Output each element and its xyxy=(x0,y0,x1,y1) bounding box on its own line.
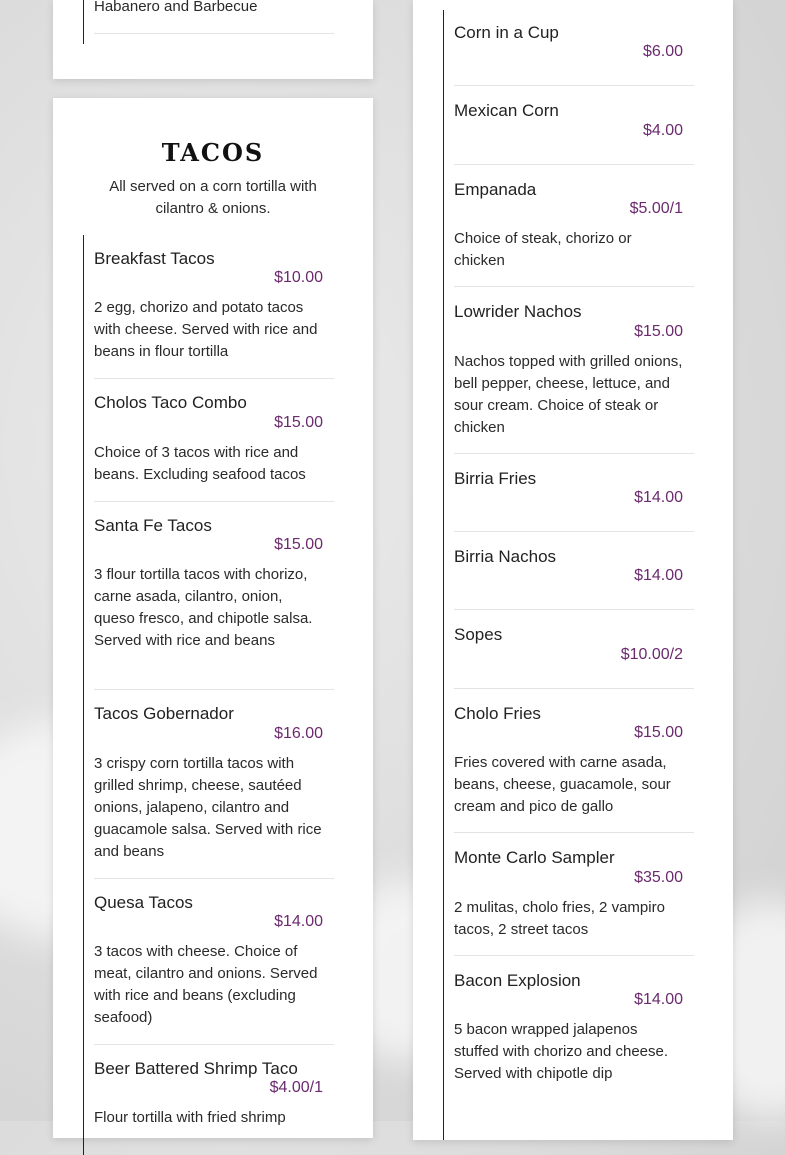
menu-card-appetizers xyxy=(413,0,733,1140)
item-price: $14.00 xyxy=(634,489,683,506)
item-price: $15.00 xyxy=(634,724,683,741)
item-name: Santa Fe Tacos xyxy=(94,516,212,535)
item-name: Birria Fries xyxy=(454,469,537,488)
item-name: Empanada xyxy=(454,180,537,199)
item-description: Nachos topped with grilled onions, bell pepper, cheese, lettuce, and sour cream. Choice of steak or chicken xyxy=(454,353,683,436)
item-price: $10.00/2 xyxy=(620,646,683,663)
item-separator xyxy=(454,832,694,833)
menu-card-previous-section xyxy=(53,0,373,79)
item-separator xyxy=(454,286,694,287)
item-description: 2 mulitas, cholo fries, 2 vampiro tacos, 2 street tacos xyxy=(454,899,665,938)
item-price: $4.00/1 xyxy=(269,1079,323,1096)
item-separator xyxy=(94,1044,334,1045)
section-title: TACOS xyxy=(161,138,265,167)
item-separator xyxy=(94,501,334,502)
item-description: 5 bacon wrapped jalapenos stuffed with chorizo and cheese. Served with chipotle dip xyxy=(454,1021,669,1082)
item-price: $15.00 xyxy=(274,414,323,431)
item-price: $35.00 xyxy=(634,869,683,886)
item-price: $5.00/1 xyxy=(629,200,683,217)
item-separator xyxy=(454,85,694,86)
item-separator xyxy=(454,955,694,956)
item-price: $15.00 xyxy=(634,323,683,340)
item-name: Beer Battered Shrimp Taco xyxy=(94,1059,298,1078)
item-price: $16.00 xyxy=(274,725,323,742)
item-separator xyxy=(454,688,694,689)
item-price: $14.00 xyxy=(634,991,683,1008)
item-name: Corn in a Cup xyxy=(454,23,559,42)
item-separator xyxy=(94,378,334,379)
item-name: Cholos Taco Combo xyxy=(94,393,247,412)
item-description: Fries covered with carne asada, beans, cheese, guacamole, sour cream and pico de gallo xyxy=(454,754,671,815)
item-name: Lowrider Nachos xyxy=(454,302,582,321)
item-separator xyxy=(454,453,694,454)
item-name: Monte Carlo Sampler xyxy=(454,848,615,867)
item-description: 2 egg, chorizo and potato tacos with cheese. Served with rice and beans in flour tortilla xyxy=(94,299,318,360)
item-name: Breakfast Tacos xyxy=(94,249,215,268)
section-divider-line xyxy=(443,10,444,1140)
item-description: Choice of steak, chorizo or chicken xyxy=(454,230,632,269)
item-price: $14.00 xyxy=(274,913,323,930)
item-name: Sopes xyxy=(454,625,503,644)
item-price: $14.00 xyxy=(634,567,683,584)
item-name: Birria Nachos xyxy=(454,547,557,566)
item-description: Choice of 3 tacos with rice and beans. Excluding seafood tacos xyxy=(94,444,306,483)
item-separator xyxy=(454,531,694,532)
item-description: 3 flour tortilla tacos with chorizo, carne asada, cilantro, onion, queso fresco, and chipotle salsa. Served with rice and beans xyxy=(94,566,313,649)
item-separator xyxy=(454,164,694,165)
item-price: $4.00 xyxy=(642,122,683,139)
item-price: $10.00 xyxy=(274,269,323,286)
menu-card-tacos xyxy=(53,98,373,1138)
item-name: Bacon Explosion xyxy=(454,971,581,990)
item-description: 3 tacos with cheese. Choice of meat, cilantro and onions. Served with rice and beans (excluding seafood) xyxy=(94,943,318,1026)
item-description: Habanero and Barbecue xyxy=(94,0,258,15)
section-subtitle: All served on a corn tortilla with cilantro & onions. xyxy=(109,178,317,217)
item-description: 3 crispy corn tortilla tacos with grilled shrimp, cheese, sautéed onions, jalapeno, cilantro and guacamole salsa. Served with rice and beans xyxy=(94,755,322,860)
item-price: $15.00 xyxy=(274,536,323,553)
section-divider-line xyxy=(83,235,84,1155)
item-name: Quesa Tacos xyxy=(94,893,193,912)
item-separator xyxy=(94,33,334,34)
item-name: Cholo Fries xyxy=(454,704,541,723)
item-name: Tacos Gobernador xyxy=(94,704,234,723)
section-divider-line xyxy=(83,0,84,44)
item-separator xyxy=(94,689,334,690)
item-separator xyxy=(454,609,694,610)
item-name: Mexican Corn xyxy=(454,101,559,120)
item-price: $6.00 xyxy=(642,43,683,60)
item-separator xyxy=(94,878,334,879)
item-description: Flour tortilla with fried shrimp xyxy=(94,1109,286,1126)
